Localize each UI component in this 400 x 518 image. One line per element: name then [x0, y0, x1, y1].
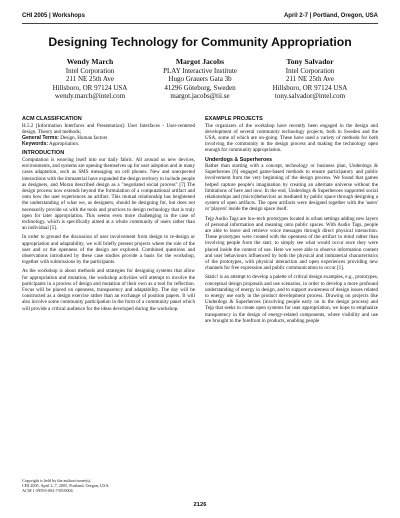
author-name: Margot Jacobs [175, 57, 225, 66]
paper-title: Designing Technology for Community Appropriation [48, 35, 352, 49]
author-email: tony.salvador@intel.com [274, 92, 346, 101]
copyright-line: Copyright is held by the author/owner(s). [22, 478, 92, 483]
acm-text: H.5.2 [Information Interfaces and Presentation]: User Interfaces - User-centered design, Theory and methods; [22, 122, 195, 135]
author-org: Intel Corporation [65, 66, 115, 75]
author-city: 41296 Göteborg, Sweden [164, 83, 236, 92]
page-number: 2126 [193, 502, 207, 508]
left-column [22, 116, 195, 315]
copyright-block [22, 478, 142, 494]
copyright-line: CHI 2005, April 2–7, 2005, Portland, Oregon, USA. [22, 483, 110, 489]
author-email: wendy.march@intel.com [54, 92, 126, 101]
author-city: Hillsboro, OR 97124 USA [52, 83, 128, 92]
author-street: 211 NE 25th Ave [285, 75, 335, 84]
author-street: 211 NE 25th Ave [65, 75, 115, 84]
acm-heading: ACM CLASSIFICATION [22, 116, 82, 122]
author-block-2 [140, 58, 260, 101]
author-block-1 [30, 58, 150, 101]
copyright-line: ACM 1-59593-002-7/05/0004. [22, 488, 74, 494]
author-street: Hugo Grauers Gata 3b [168, 75, 232, 84]
author-email: margot.jacobs@tii.se [170, 92, 230, 101]
static-paragraph: Static! is an attempt to develop a palette of critical design examples, e.g., prototypes, conceptual design proposals and use scenarios, in order to develop a more profound understanding of energy in design, and to support awareness of design issues related to energy use early in the product development process. Drawing on projects like Underdogs & Superheroes (involving people early on in the design process) and Tejp that seeks to create open systems for user appropriation, we hope to emphasize transparency in the design of energy-related components, where visibility and use are brought to the forefront in products, enabling people [205, 274, 378, 324]
intro-heading: INTRODUCTION [22, 150, 65, 157]
keywords-label: Keywords: [22, 141, 49, 148]
general-terms-text: Design, Human factors [60, 135, 108, 141]
author-name: Tony Salvador [286, 57, 334, 66]
uds-paragraph: Rather than starting with a concept, technology or business plan, Underdogs & Superheroes [6] engaged game-based methods to ensure participatory and public involvement from the very beginning of the design process. We found that games helped capture people's imagination by creating an alternate universe without the limitations of here and now. In the end, Underdogs & Superheroes supported social relationships and (micro)behaviors as mediated by public space through designing a system of open artifacts. The open artifacts were designed together with the 'users' or 'players' inside the design space itself. [205, 163, 378, 213]
right-column [205, 116, 378, 327]
examples-paragraph: The organizers of the workshop have recently been engaged in the design and development of several community technology projects, both in Sweden and the USA, some of which are on-going. These have used a variety of methods for both involving the community in the design process and making the technology open enough for community appropriation. [205, 122, 378, 154]
header-rule [22, 23, 378, 24]
general-terms-label: General Terms: [22, 135, 59, 141]
author-name: Wendy March [66, 57, 114, 66]
author-city: Hillsboro, OR 97124 USA [272, 83, 348, 92]
author-org: PLAY Interactive Institute [163, 66, 237, 75]
author-org: Intel Corporation [285, 66, 335, 75]
tejp-paragraph: Tejp Audio Tags are low-tech prototypes located in urban settings adding new layers of personal information and meaning onto public spaces. With Audio Tags, people are able to leave and retrieve voice messages through direct physical interaction. These prototypes were created with the openness of the artifact in mind rather than involving people from the start, to simply see what would occur once they were placed inside the context of use. Here we were able to observe information content and user behaviours influenced by both the physical and immaterial characteristics of the prototypes, with physical interaction and open experiences providing new channels for free expression and public communication to occur [1]. [205, 215, 378, 272]
examples-heading: EXAMPLE PROJECTS [205, 116, 263, 122]
intro-paragraph-2: In order to ground the discussion of user involvement from design to re-design or appropriation and adaptability, we will briefly present projects where the role of the user and or the openness of the design are explored. Combined questions and observations introduced by these case studies provide a basis for the workshop, together with submissions by the participants. [22, 234, 195, 266]
keywords-text: Appropriation. [49, 141, 80, 148]
author-block-3 [250, 58, 370, 101]
intro-paragraph-1: Computation is weaving itself into our daily fabric. All around us new devices, environments, and systems are opening themselves up for user adoption and in many cases adaptation, such as SMS messaging on cell phones. New and unexpected interactions with the immaterial have expanded the design territory to include people as designers, and Moran described design as a "negotiated social process" [7] The design process now extends beyond the formulation of a computational artifact and onto how the user experiences an artifact. This mutual relationship has heightened the understanding of what we, as designers, should be designing for, but does not necessarily provide us with the tools and practices to design technology that is truly open for later appropriation. This seems even more challenging in the case of technology, which is specifically aimed at a whole community of users rather than an individual [5]. [22, 157, 196, 232]
header-left: CHI 2005 | Workshops [22, 13, 85, 19]
intro-paragraph-3: As the workshop is about methods and strategies for designing systems that allow for appropriation and mutation, the workshop activities will attempt to involve the participants in a process of design and mutation of their own as a tool for reflection. Focus will be placed on openness, transparency and adaptability. The day will be constructed as a design exercise rather than an exchange of position papers. It will also involve some community participation in the form of a community panel which will provide a critical audience for the ideas developed during the workshop. [22, 268, 195, 312]
header-right: April 2-7 | Portland, Oregon, USA [283, 13, 378, 19]
uds-heading: Underdogs & Superheroes [205, 156, 273, 163]
